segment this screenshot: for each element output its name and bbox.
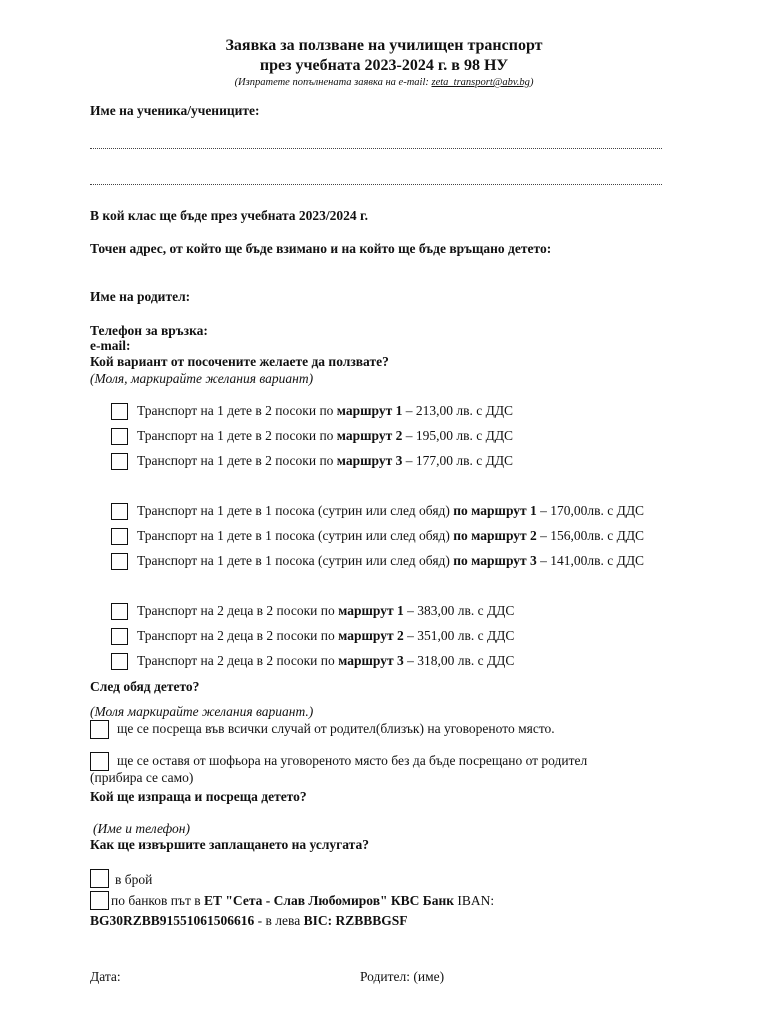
- payment-cash-label: в брой: [115, 872, 153, 887]
- option-price: – 351,00 лв. с ДДС: [403, 628, 515, 643]
- option-route: маршрут 1: [336, 403, 403, 418]
- option-price: – 156,00лв. с ДДС: [536, 528, 645, 543]
- option-price: – 170,00лв. с ДДС: [536, 503, 645, 518]
- option-checkbox-8[interactable]: [111, 628, 128, 645]
- option-price: – 177,00 лв. с ДДС: [402, 453, 514, 468]
- afternoon-parent-checkbox[interactable]: [90, 720, 109, 739]
- option-route: маршрут 2: [338, 628, 404, 643]
- payment-bank-label: [111, 893, 494, 909]
- option-text: Транспорт на 2 деца в 2 посоки по: [137, 603, 339, 618]
- option-route: по маршрут 3: [453, 553, 537, 568]
- note-suffix: ): [529, 77, 534, 88]
- option-route: маршрут 3: [338, 653, 404, 668]
- date-label: Дата:: [90, 969, 121, 984]
- option-label-2: [137, 428, 513, 444]
- option-checkbox-1[interactable]: [111, 403, 128, 420]
- option-route: маршрут 1: [338, 603, 404, 618]
- option-text: Транспорт на 2 деца в 2 посоки по: [137, 628, 339, 643]
- parent-name-label: Име на родител:: [90, 289, 191, 304]
- option-label-7: [137, 603, 514, 619]
- address-label: Точен адрес, от който ще бъде взимано и на който ще бъде връщано детето:: [90, 241, 552, 256]
- option-label-3: [137, 453, 513, 469]
- students-label: Име на ученика/учениците:: [90, 103, 260, 118]
- submission-note: [0, 77, 768, 88]
- bank-prefix: по банков път в: [111, 893, 205, 908]
- option-text: Транспорт на 1 дете в 1 посока (сутрин или след обяд): [137, 528, 454, 543]
- option-text: Транспорт на 1 дете в 2 посоки по: [137, 453, 337, 468]
- afternoon-alone-checkbox[interactable]: [90, 752, 109, 771]
- bank-details: [90, 913, 407, 929]
- option-text: Транспорт на 1 дете в 1 посока (сутрин или след обяд): [137, 503, 454, 518]
- students-line-1[interactable]: [90, 148, 662, 149]
- afternoon-alone-label: ще се оставя от шофьора на уговореното място без да бъде посрещано от родител: [117, 753, 588, 768]
- option-route: маршрут 3: [336, 453, 403, 468]
- option-price: – 195,00 лв. с ДДС: [402, 428, 514, 443]
- option-label-9: [137, 653, 514, 669]
- currency-text: - в лева: [254, 913, 304, 928]
- option-checkbox-5[interactable]: [111, 528, 128, 545]
- variant-hint: (Моля, маркирайте желания вариант): [90, 371, 314, 386]
- bank-company: ЕТ "Сета - Слав Любомиров" КВС Банк: [204, 893, 455, 908]
- note-prefix: (Изпратете попълнената заявка на e-mail:: [234, 77, 432, 88]
- option-route: по маршрут 2: [453, 528, 537, 543]
- escort-question: Кой ще изпраща и посреща детето?: [90, 789, 307, 804]
- option-checkbox-4[interactable]: [111, 503, 128, 520]
- option-label-4: [137, 503, 644, 519]
- email-label: e-mail:: [90, 338, 131, 353]
- bic-value: BIC: RZBBBGSF: [303, 913, 408, 928]
- afternoon-alone-label-cont: (прибира се само): [90, 770, 194, 785]
- afternoon-question: След обяд детето?: [90, 679, 200, 694]
- iban-value: BG30RZBB91551061506616: [90, 913, 255, 928]
- option-label-5: [137, 528, 644, 544]
- parent-signature-label: Родител: (име): [360, 969, 445, 984]
- payment-cash-checkbox[interactable]: [90, 869, 109, 888]
- class-label: В кой клас ще бъде през учебната 2023/2024 г.: [90, 208, 368, 223]
- option-text: Транспорт на 2 деца в 2 посоки по: [137, 653, 339, 668]
- iban-label: IBAN:: [454, 893, 495, 908]
- option-text: Транспорт на 1 дете в 2 посоки по: [137, 403, 337, 418]
- option-price: – 318,00 лв. с ДДС: [403, 653, 515, 668]
- option-checkbox-7[interactable]: [111, 603, 128, 620]
- students-line-2[interactable]: [90, 184, 662, 185]
- option-price: – 141,00лв. с ДДС: [536, 553, 645, 568]
- payment-question: Как ще извършите заплащането на услугата?: [90, 837, 369, 852]
- option-price: – 383,00 лв. с ДДС: [403, 603, 515, 618]
- form-title-line1: Заявка за ползване на училищен транспорт: [225, 37, 543, 54]
- option-label-6: [137, 553, 644, 569]
- option-checkbox-6[interactable]: [111, 553, 128, 570]
- option-route: маршрут 2: [336, 428, 403, 443]
- option-checkbox-9[interactable]: [111, 653, 128, 670]
- phone-label: Телефон за връзка:: [90, 323, 208, 338]
- option-label-1: [137, 403, 513, 419]
- option-route: по маршрут 1: [453, 503, 537, 518]
- option-checkbox-2[interactable]: [111, 428, 128, 445]
- variant-question: Кой вариант от посочените желаете да ползвате?: [90, 354, 389, 369]
- escort-hint: (Име и телефон): [93, 821, 190, 836]
- option-text: Транспорт на 1 дете в 2 посоки по: [137, 428, 337, 443]
- afternoon-hint: (Моля маркирайте желания вариант.): [90, 704, 314, 719]
- afternoon-parent-label: ще се посреща във всички случай от родител(близък) на уговореното място.: [117, 721, 555, 736]
- form-title-line2: през учебната 2023-2024 г. в 98 НУ: [259, 57, 509, 74]
- contact-email-link[interactable]: zeta_transport@abv.bg: [431, 77, 530, 88]
- option-checkbox-3[interactable]: [111, 453, 128, 470]
- payment-bank-checkbox[interactable]: [90, 891, 109, 910]
- option-label-8: [137, 628, 514, 644]
- option-price: – 213,00 лв. с ДДС: [402, 403, 514, 418]
- option-text: Транспорт на 1 дете в 1 посока (сутрин или след обяд): [137, 553, 454, 568]
